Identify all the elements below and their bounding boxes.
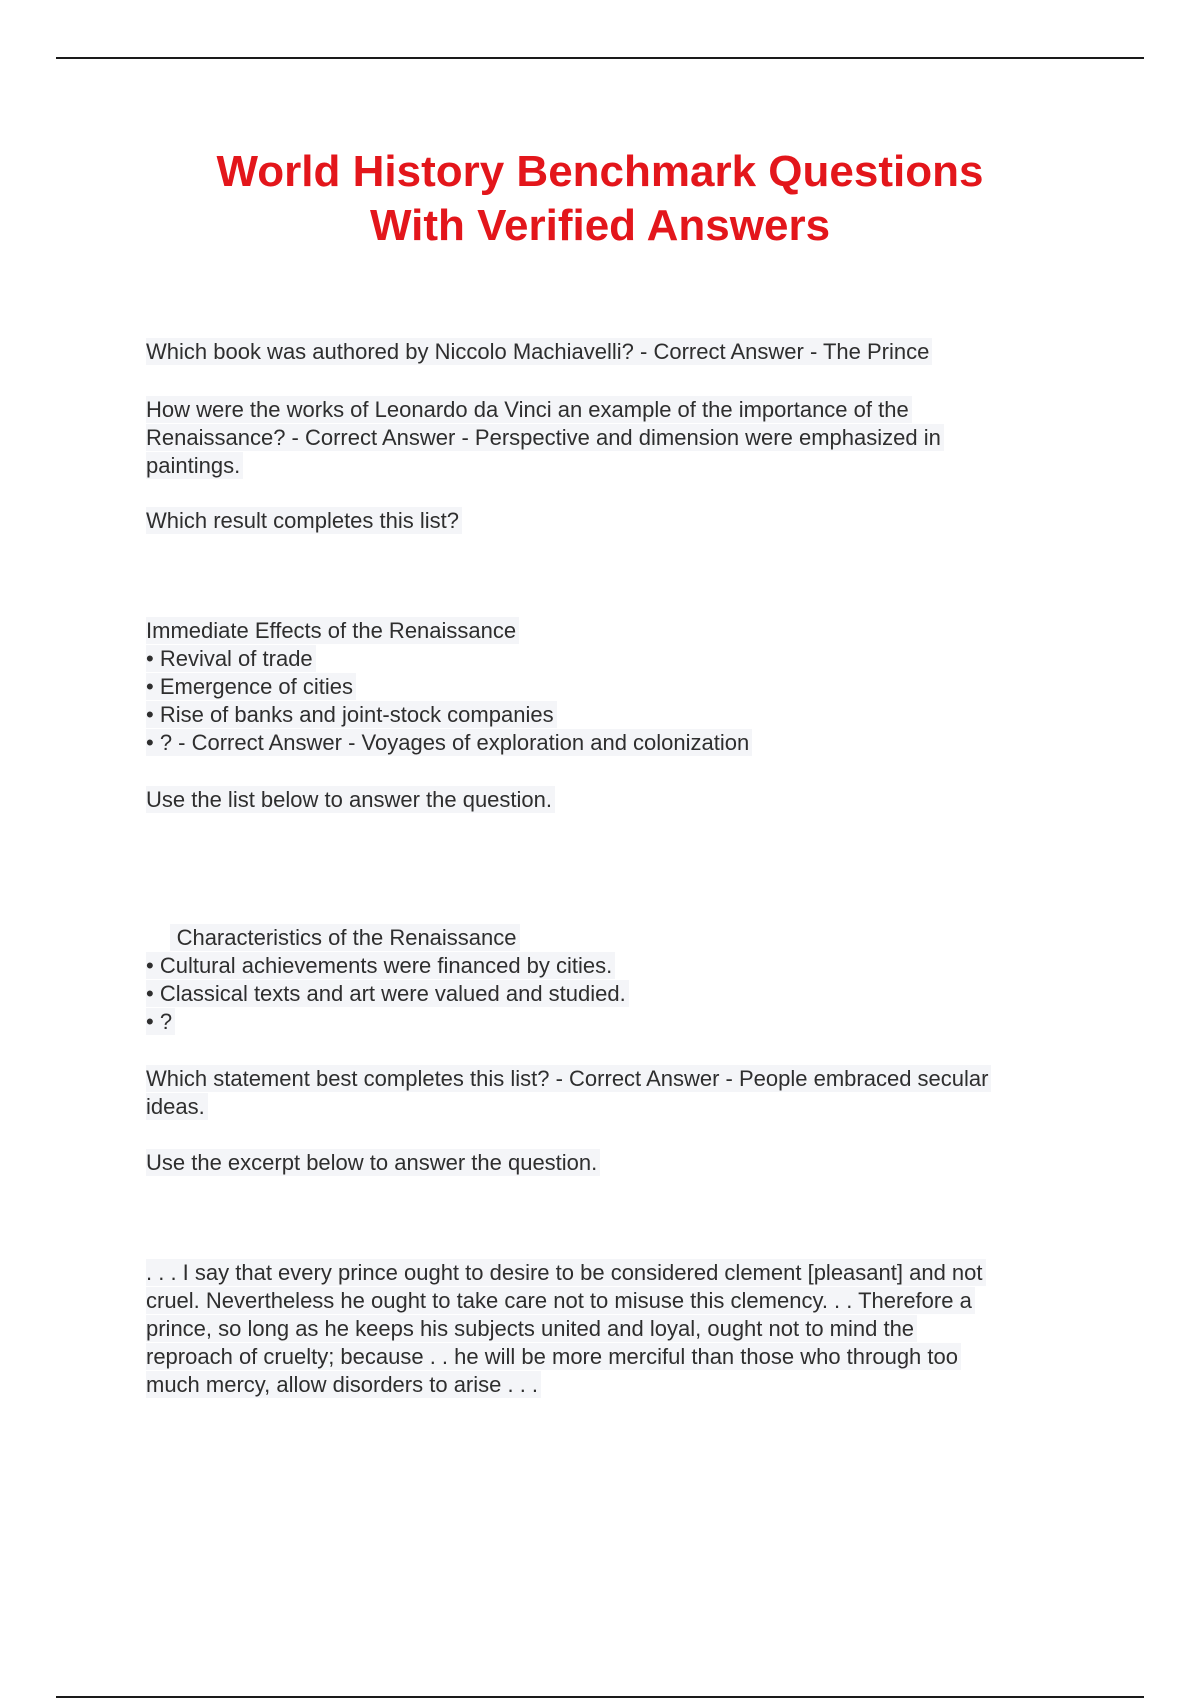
question-4-answer [146,1065,1086,1121]
question-4-prompt [146,786,1086,814]
bottom-rule [56,1696,1144,1698]
characteristics-heading-text: Characteristics of the Renaissance [170,924,519,951]
list-item: • Revival of trade [146,645,316,672]
question-4-prompt-text: Use the list below to answer the question. [146,786,555,813]
effects-list [146,617,1086,757]
question-2-line-2: Renaissance? - Correct Answer - Perspective and dimension were emphasized in [146,424,944,451]
question-3-prompt [146,507,1086,535]
effects-list-heading: Immediate Effects of the Renaissance [146,617,519,644]
question-1-text: Which book was authored by Niccolo Machiavelli? - Correct Answer - The Prince [146,338,932,365]
characteristics-list [146,952,1086,1036]
question-5-prompt [146,1149,1086,1177]
question-2-line-1: How were the works of Leonardo da Vinci an example of the importance of the [146,396,912,423]
excerpt-line-2: cruel. Nevertheless he ought to take care not to misuse this clemency. . . Therefore a [146,1287,975,1314]
excerpt-line-1: . . . I say that every prince ought to desire to be considered clement [pleasant] and not [146,1259,986,1286]
machiavelli-excerpt [146,1259,1086,1399]
list-item-answer: • ? - Correct Answer - Voyages of exploration and colonization [146,729,752,756]
excerpt-line-4: reproach of cruelty; because . . he will be more merciful than those who through too [146,1343,961,1370]
top-rule [56,57,1144,59]
title-line-2: With Verified Answers [369,201,831,250]
question-1 [146,338,1086,366]
question-4-answer-line-1: Which statement best completes this list? - Correct Answer - People embraced secular [146,1065,991,1092]
question-2 [146,396,1086,480]
question-5-prompt-text: Use the excerpt below to answer the question. [146,1149,600,1176]
excerpt-line-3: prince, so long as he keeps his subjects united and loyal, ought not to mind the [146,1315,917,1342]
question-4-answer-line-2: ideas. [146,1093,208,1120]
excerpt-line-5: much mercy, allow disorders to arise . . . [146,1371,541,1398]
title-line-1: World History Benchmark Questions [216,147,984,196]
question-2-line-3: paintings. [146,452,243,479]
list-item: • Cultural achievements were financed by cities. [146,952,615,979]
page-title [100,145,1100,253]
list-item: • Rise of banks and joint-stock companies [146,701,557,728]
list-item: • Classical texts and art were valued and studied. [146,980,629,1007]
question-3-prompt-text: Which result completes this list? [146,507,462,534]
list-item: • Emergence of cities [146,673,356,700]
list-item: • ? [146,1008,175,1035]
